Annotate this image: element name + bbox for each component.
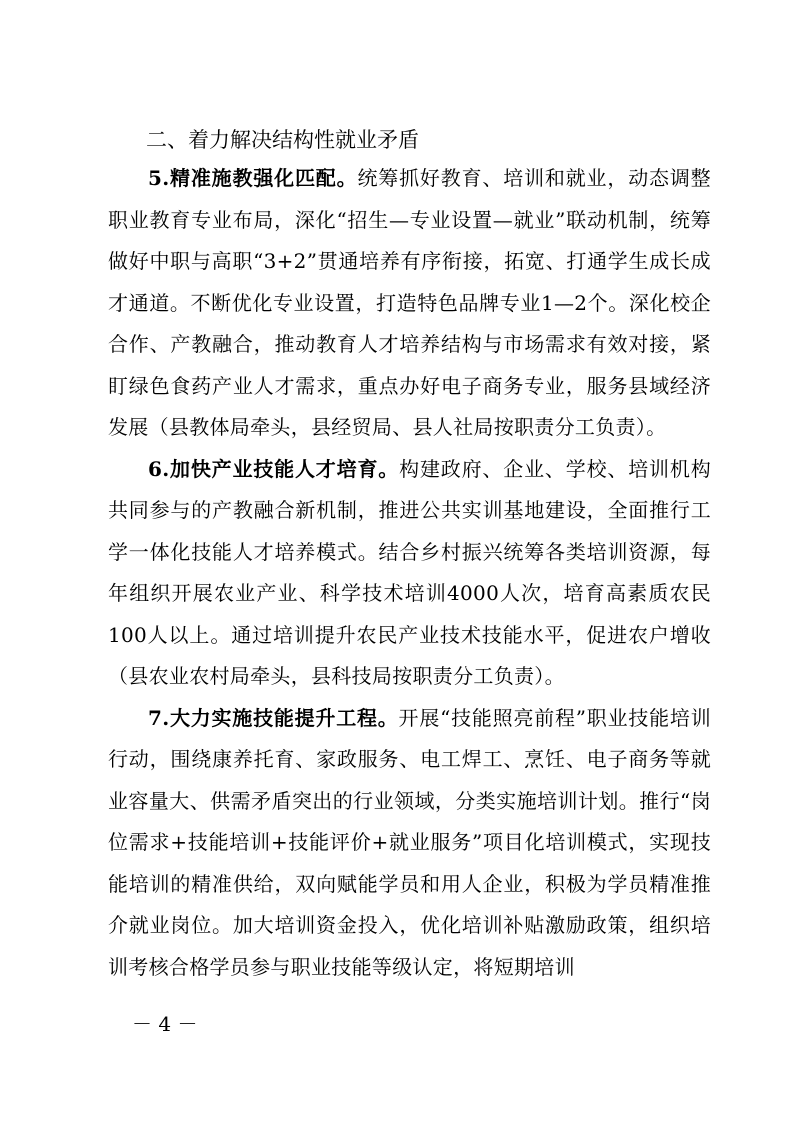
paragraph-6 xyxy=(108,449,711,698)
paragraph-7 xyxy=(108,698,711,989)
paragraph-lead: 5.精准施教强化匹配。 xyxy=(148,166,358,190)
paragraph-lead: 6.加快产业技能人才培育。 xyxy=(148,456,400,481)
page-number: － 4 － xyxy=(132,1012,198,1036)
paragraph-body: 开展“技能照亮前程”职业技能培训行动，围绕康养托育、家政服务、电工焊工、烹饪、电子商务等就业容量大、供需矛盾突出的行业领域，分类实施培训计划。推行“岗位需求+技能培训+技能评价+就业服务”项目化培训模式，实现技能培训的精准供给，双向赋能学员和用人企业，积极为学员精准推介就业岗位。加大培训资金投入，优化培训补贴激励政策，组织培训考核合格学员参与职业技能等级认定，将短期培训 xyxy=(108,705,712,979)
paragraph-body: 构建政府、企业、学校、培训机构共同参与的产教融合新机制，推进公共实训基地建设，全面推行工学一体化技能人才培养模式。结合乡村振兴统筹各类培训资源，每年组织开展农业产业、科学技术培训4000人次，培育高素质农民100人以上。通过培训提升农民产业技术技能水平，促进农户增收（县农业农村局牵头，县科技局按职责分工负责）。 xyxy=(108,456,712,688)
paragraph-body: 统筹抓好教育、培训和就业，动态调整职业教育专业布局，深化“招生—专业设置—就业”联动机制，统筹做好中职与高职“3+2”贯通培养有序衔接，拓宽、打通学生成长成才通道。不断优化专业设置，打造特色品牌专业1—2个。深化校企合作、产教融合，推动教育人才培养结构与市场需求有效对接，紧盯绿色食药产业人才需求，重点办好电子商务专业，服务县域经济发展（县教体局牵头，县经贸局、县人社局按职责分工负责）。 xyxy=(108,166,711,439)
paragraph-lead: 7.大力实施技能提升工程。 xyxy=(148,705,399,730)
section-heading: 二、着力解决结构性就业矛盾 xyxy=(146,128,419,152)
body-text xyxy=(108,158,711,988)
paragraph-5 xyxy=(108,158,711,449)
